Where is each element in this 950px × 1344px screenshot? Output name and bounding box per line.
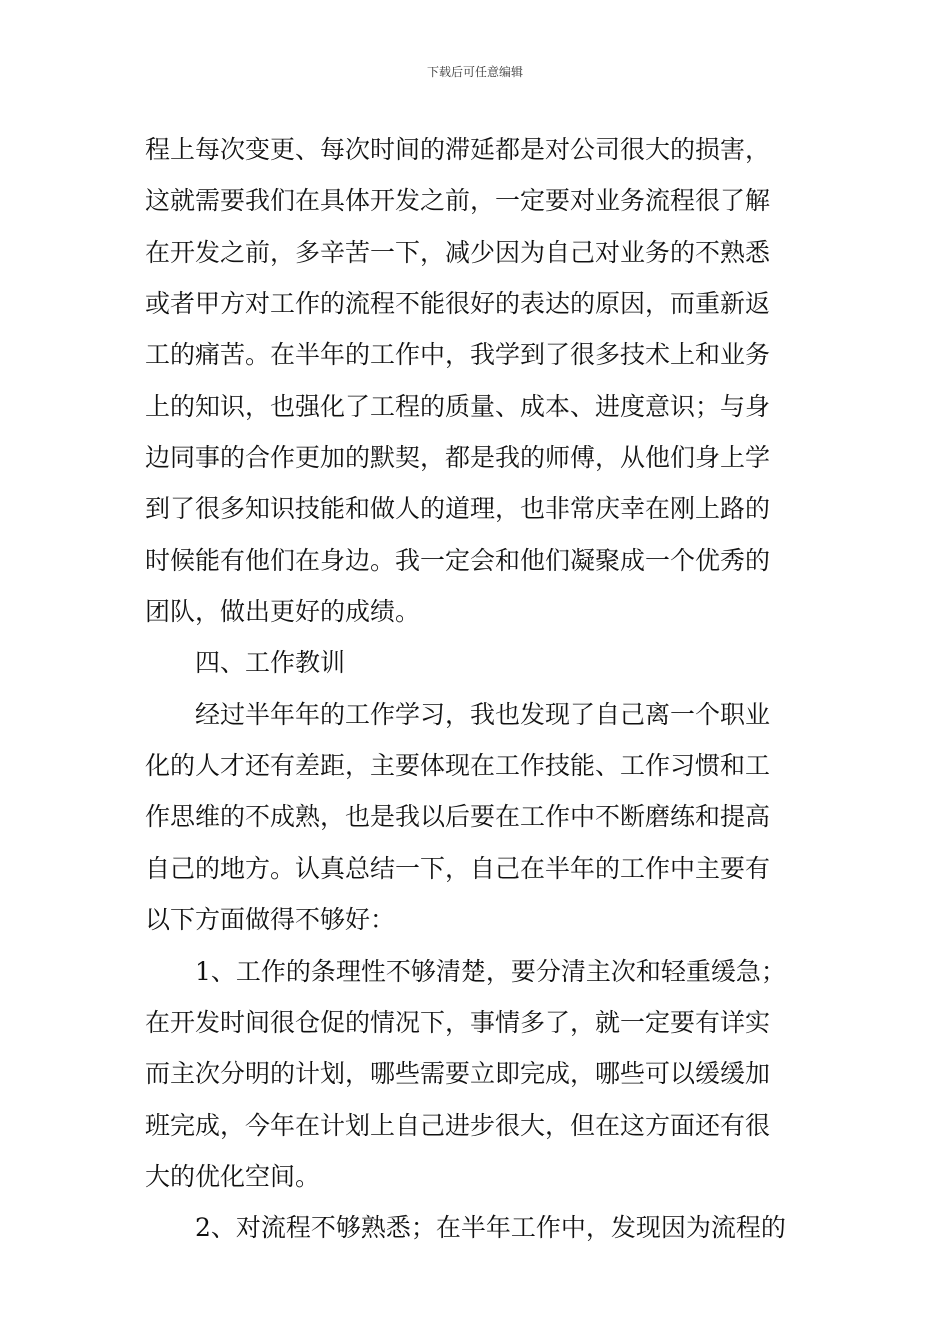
page-header: 下载后可任意编辑 xyxy=(426,65,523,79)
text-line: 团队，做出更好的成绩。 xyxy=(145,597,421,627)
text-line: 工的痛苦。在半年的工作中，我学到了很多技术上和业务 xyxy=(145,340,771,370)
text-line: 大的优化空间。 xyxy=(145,1161,321,1191)
section-heading: 四、工作教训 xyxy=(195,648,346,678)
text-line: 时候能有他们在身边。我一定会和他们凝聚成一个优秀的 xyxy=(145,545,771,575)
text-line: 以下方面做得不够好： xyxy=(145,905,396,935)
text-line: 自己的地方。认真总结一下，自己在半年的工作中主要有 xyxy=(145,853,771,883)
text-line: 这就需要我们在具体开发之前，一定要对业务流程很了解 xyxy=(145,186,771,216)
text-line: 作思维的不成熟，也是我以后要在工作中不断磨练和提高 xyxy=(145,802,771,832)
text-line: 化的人才还有差距，主要体现在工作技能、工作习惯和工 xyxy=(145,751,771,781)
text-line: 在开发之前，多辛苦一下，减少因为自己对业务的不熟悉 xyxy=(145,237,771,267)
text-line: 到了很多知识技能和做人的道理，也非常庆幸在刚上路的 xyxy=(145,494,771,524)
list-item-first-line: 2、对流程不够熟悉；在半年工作中，发现因为流程的 xyxy=(195,1213,786,1243)
list-item-first-line: 1、工作的条理性不够清楚，要分清主次和轻重缓急； xyxy=(195,956,786,986)
text-line: 班完成，今年在计划上自己进步很大，但在这方面还有很 xyxy=(145,1110,771,1140)
text-line: 程上每次变更、每次时间的滞延都是对公司很大的损害， xyxy=(145,135,771,164)
text-line: 而主次分明的计划，哪些需要立即完成，哪些可以缓缓加 xyxy=(145,1059,771,1089)
document-body xyxy=(145,124,810,1254)
text-line: 上的知识，也强化了工程的质量、成本、进度意识；与身 xyxy=(145,391,771,421)
text-line: 在开发时间很仓促的情况下，事情多了，就一定要有详实 xyxy=(145,1007,771,1037)
text-line: 边同事的合作更加的默契，都是我的师傅，从他们身上学 xyxy=(145,443,771,473)
paragraph-first-line: 经过半年年的工作学习，我也发现了自己离一个职业 xyxy=(195,699,771,729)
text-line: 或者甲方对工作的流程不能很好的表达的原因，而重新返 xyxy=(145,289,771,319)
